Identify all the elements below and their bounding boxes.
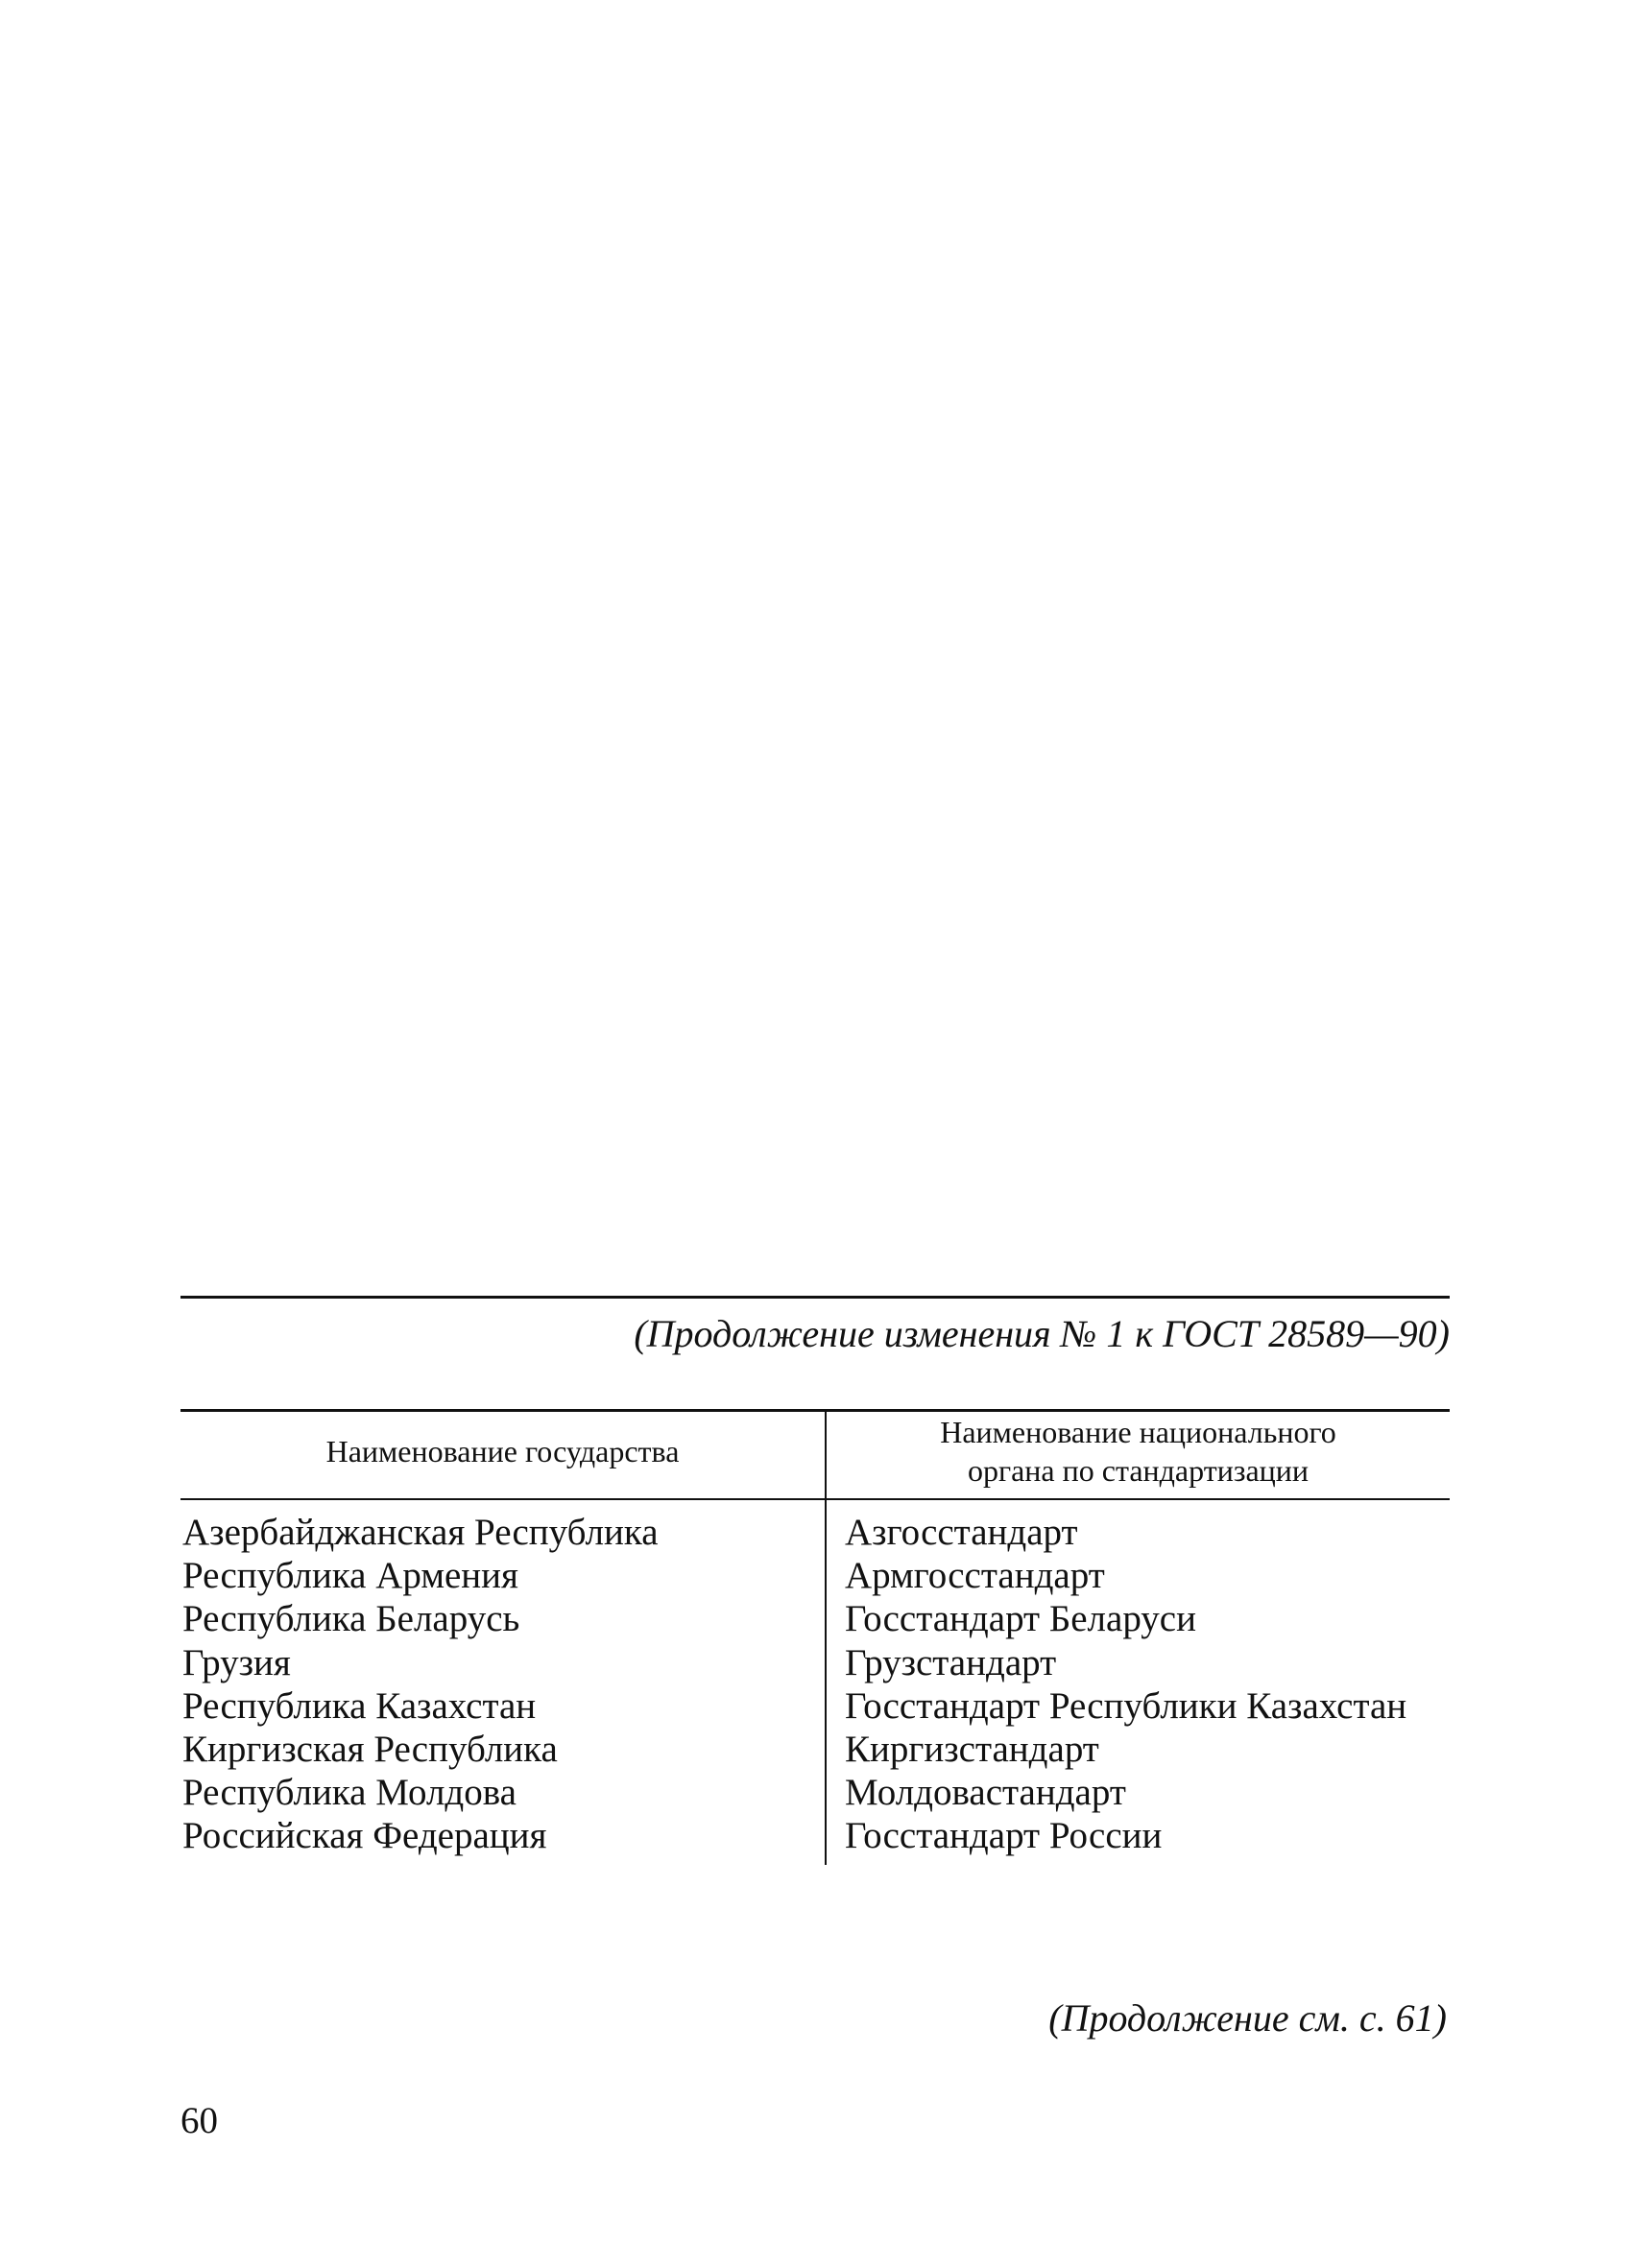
organ-cell: Азгосстандарт [845,1512,1078,1553]
state-cell: Российская Федерация [182,1815,547,1857]
state-cell: Азербайджанская Республика [182,1512,659,1553]
table-row [180,1554,1450,1597]
table-row [180,1511,1450,1554]
table-body [180,1511,1450,1858]
top-rule [180,1296,1450,1299]
state-cell: Республика Молдова [182,1772,517,1814]
header-organ-line1: Наименование национального [940,1415,1336,1449]
organ-cell: Госстандарт Беларуси [845,1598,1196,1640]
table-row [180,1684,1450,1728]
header-state-name: Наименование государства [325,1434,680,1468]
continuation-header: (Продолжение изменения № 1 к ГОСТ 28589—90) [634,1312,1450,1355]
organ-cell: Госстандарт России [845,1815,1163,1857]
header-organ-name [827,1413,1450,1490]
state-cell: Республика Казахстан [182,1684,537,1727]
organ-cell: Госстандарт Республики Казахстан [845,1684,1407,1727]
state-cell: Республика Армения [182,1555,518,1597]
table-row [180,1728,1450,1771]
table-row [180,1641,1450,1684]
organ-cell: Молдовастандарт [845,1772,1126,1814]
table-header-rule [180,1498,1450,1500]
state-cell: Республика Беларусь [182,1598,520,1640]
organ-cell: Армгосстандарт [845,1555,1105,1597]
organ-cell: Грузстандарт [845,1641,1057,1683]
continuation-footer: (Продолжение см. с. 61) [1048,1996,1447,2040]
state-cell: Киргизская Республика [182,1728,558,1770]
state-cell: Грузия [182,1641,291,1683]
table-row [180,1771,1450,1814]
table-row [180,1597,1450,1640]
table-top-rule [180,1409,1450,1412]
table-row [180,1814,1450,1857]
page-number: 60 [180,2100,218,2141]
header-organ-line2: органа по стандартизации [967,1453,1310,1488]
organ-cell: Киргизстандарт [845,1728,1099,1770]
